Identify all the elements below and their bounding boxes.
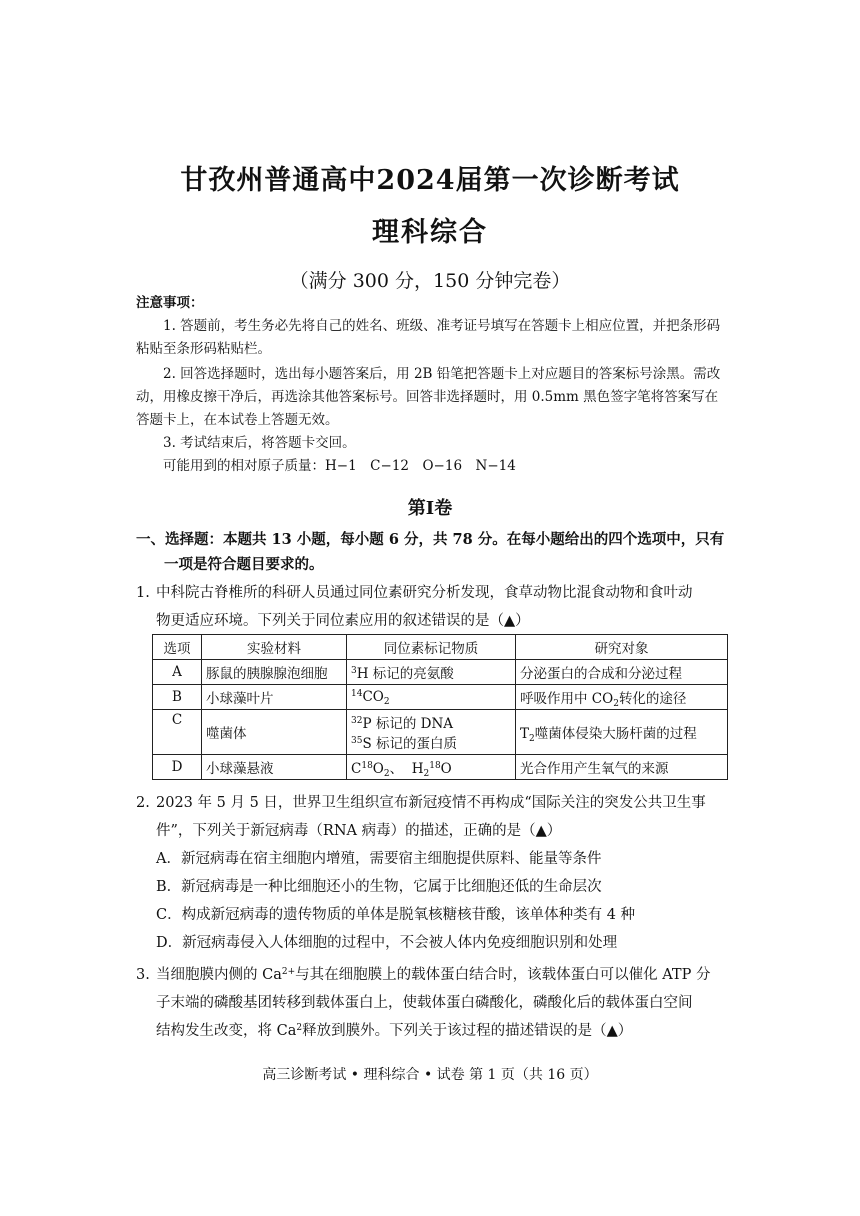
isotope-table bbox=[152, 634, 728, 780]
row-a-option: A bbox=[153, 660, 202, 685]
question-2-option-b: B．新冠病毒是一种比细胞还小的生物，它属于比细胞还低的生命层次 bbox=[156, 879, 602, 895]
question-2-number: 2. bbox=[136, 795, 150, 811]
question-1-line-1: 中科院古脊椎所的科研人员通过同位素研究分析发现，食草动物比混食动物和食叶动 bbox=[156, 585, 693, 601]
question-3-line-2: 子末端的磷酸基团转移到载体蛋白上，使载体蛋白磷酸化，磷酸化后的载体蛋白空间 bbox=[156, 995, 693, 1011]
question-3-line-3-post: 释放到膜外。下列关于该过程的描述错误的是（▲） bbox=[302, 1023, 633, 1039]
section-line-2: 一项是符合题目要求的。 bbox=[164, 556, 324, 573]
row-a-isotope bbox=[347, 660, 516, 685]
header-target: 研究对象 bbox=[516, 635, 728, 660]
row-c-iso2-text: S 标记的蛋白质 bbox=[362, 736, 457, 752]
page-footer: 高三诊断考试 • 理科综合 • 试卷 第 1 页（共 16 页） bbox=[262, 1067, 598, 1083]
question-2-line-2: 件”，下列关于新冠病毒（RNA 病毒）的描述，正确的是（▲） bbox=[156, 823, 562, 839]
question-1 bbox=[136, 579, 730, 635]
row-b-option: B bbox=[153, 685, 202, 710]
row-d-isotope bbox=[347, 755, 516, 780]
question-3-line-3 bbox=[136, 1017, 730, 1045]
notice-item-2: 2. 回答选择题时，选出每小题答案后，用 2B 铅笔把答题卡上对应题目的答案标号涂黑。需改动，用橡皮擦干净后，再选涂其他答案标号。回答非选择题时，用 0.5mm 黑色签字笔将答案写在答题卡上，在本试卷上答题无效。 bbox=[136, 366, 721, 428]
row-d-iso-sep: 、 bbox=[389, 761, 404, 777]
table-row bbox=[153, 755, 728, 780]
row-c-isotope bbox=[347, 710, 516, 755]
row-b-iso-text: CO bbox=[362, 689, 384, 705]
row-b-material: 小球藻叶片 bbox=[202, 685, 347, 710]
row-d-iso-o-mass: 18 bbox=[361, 761, 373, 771]
header-option: 选项 bbox=[153, 635, 202, 660]
row-c-iso2-mass: 35 bbox=[351, 736, 363, 746]
question-3-line-1-pre: 当细胞膜内侧的 Ca bbox=[156, 967, 282, 983]
exam-title: 甘孜州普通高中2024届第一次诊断考试 bbox=[180, 165, 680, 196]
row-c-material: 噬菌体 bbox=[202, 710, 347, 755]
row-d-target: 光合作用产生氧气的来源 bbox=[516, 755, 728, 780]
question-2 bbox=[136, 789, 730, 957]
row-c-target-pre: T bbox=[520, 726, 530, 742]
table-row bbox=[153, 710, 728, 755]
row-c-target bbox=[516, 710, 728, 755]
row-d-iso-o2-sub: 2 bbox=[383, 769, 390, 779]
row-a-iso-mass: 3 bbox=[351, 666, 357, 676]
notice-item-1: 1. 答题前，考生务必先将自己的姓名、班级、准考证号填写在答题卡上相应位置，并把条形码粘贴至条形码粘贴栏。 bbox=[136, 318, 721, 357]
question-2-option-d: D．新冠病毒侵入人体细胞的过程中，不会被人体内免疫细胞识别和处理 bbox=[156, 935, 618, 951]
row-c-target-post: 噬菌体侵染大肠杆菌的过程 bbox=[534, 726, 697, 742]
question-1-line-2: 物更适应环境。下列关于同位素应用的叙述错误的是（▲） bbox=[156, 613, 530, 629]
table-row bbox=[153, 660, 728, 685]
row-b-target bbox=[516, 685, 728, 710]
table-header-row bbox=[153, 635, 728, 660]
row-c-iso1-mass: 32 bbox=[351, 716, 363, 726]
row-c-option: C bbox=[153, 710, 202, 755]
row-d-iso-c: C bbox=[351, 761, 362, 777]
row-a-target: 分泌蛋白的合成和分泌过程 bbox=[516, 660, 728, 685]
row-b-target-sub: 2 bbox=[613, 699, 619, 709]
row-d-iso-o-mass2: 18 bbox=[429, 761, 441, 771]
exam-subject: 理科综合 bbox=[372, 217, 488, 248]
part-title: 第Ⅰ卷 bbox=[407, 498, 453, 519]
row-a-material: 豚鼠的胰腺腺泡细胞 bbox=[202, 660, 347, 685]
header-material: 实验材料 bbox=[202, 635, 347, 660]
section-line-1: 一、选择题：本题共 13 小题，每小题 6 分，共 78 分。在每小题给出的四个选项中，只有 bbox=[136, 531, 725, 548]
row-a-iso-text: H 标记的亮氨酸 bbox=[356, 666, 454, 682]
question-3-line-3-pre: 结构发生改变，将 Ca bbox=[156, 1023, 297, 1039]
question-3 bbox=[136, 961, 730, 1045]
section-instructions bbox=[136, 527, 730, 577]
row-d-material: 小球藻悬液 bbox=[202, 755, 347, 780]
atomic-mass-note: 可能用到的相对原子质量：H−1 C−12 O−16 N−14 bbox=[163, 458, 516, 474]
table-row bbox=[153, 685, 728, 710]
score-note: （满分 300 分，150 分钟完卷） bbox=[289, 270, 571, 292]
header-isotope: 同位素标记物质 bbox=[347, 635, 516, 660]
row-d-option: D bbox=[153, 755, 202, 780]
question-1-number: 1. bbox=[136, 585, 150, 601]
row-d-iso-o: O bbox=[440, 761, 452, 777]
row-b-isotope bbox=[347, 685, 516, 710]
question-3-line-3-sup: 2 bbox=[296, 1023, 303, 1033]
row-b-iso-sub: 2 bbox=[383, 697, 390, 707]
question-3-number: 3. bbox=[136, 967, 150, 983]
question-2-option-a: A．新冠病毒在宿主细胞内增殖，需要宿主细胞提供原料、能量等条件 bbox=[156, 851, 602, 867]
notice-item-3: 3. 考试结束后，将答题卡交回。 bbox=[163, 435, 356, 451]
row-d-iso-h: H bbox=[411, 761, 424, 777]
row-d-iso-h-sub: 2 bbox=[423, 769, 430, 779]
row-c-target-sub: 2 bbox=[529, 734, 535, 744]
row-b-target-pre: 呼吸作用中 CO bbox=[520, 691, 614, 707]
question-2-line-1: 2023 年 5 月 5 日，世界卫生组织宣布新冠疫情不再构成“国际关注的突发公共卫生事 bbox=[156, 795, 706, 811]
row-c-iso1-text: P 标记的 DNA bbox=[362, 716, 454, 732]
row-b-target-post: 转化的途径 bbox=[618, 691, 687, 707]
question-3-line-1-post: 与其在细胞膜上的载体蛋白结合时，该载体蛋白可以催化 ATP 分 bbox=[295, 967, 711, 983]
question-3-line-1-sup: 2+ bbox=[281, 967, 296, 977]
notice-heading: 注意事项： bbox=[136, 295, 204, 311]
question-2-option-c: C．构成新冠病毒的遗传物质的单体是脱氧核糖核苷酸，该单体种类有 4 种 bbox=[156, 907, 636, 923]
row-d-iso-o2: O bbox=[372, 761, 384, 777]
row-b-iso-mass: 14 bbox=[351, 689, 363, 699]
